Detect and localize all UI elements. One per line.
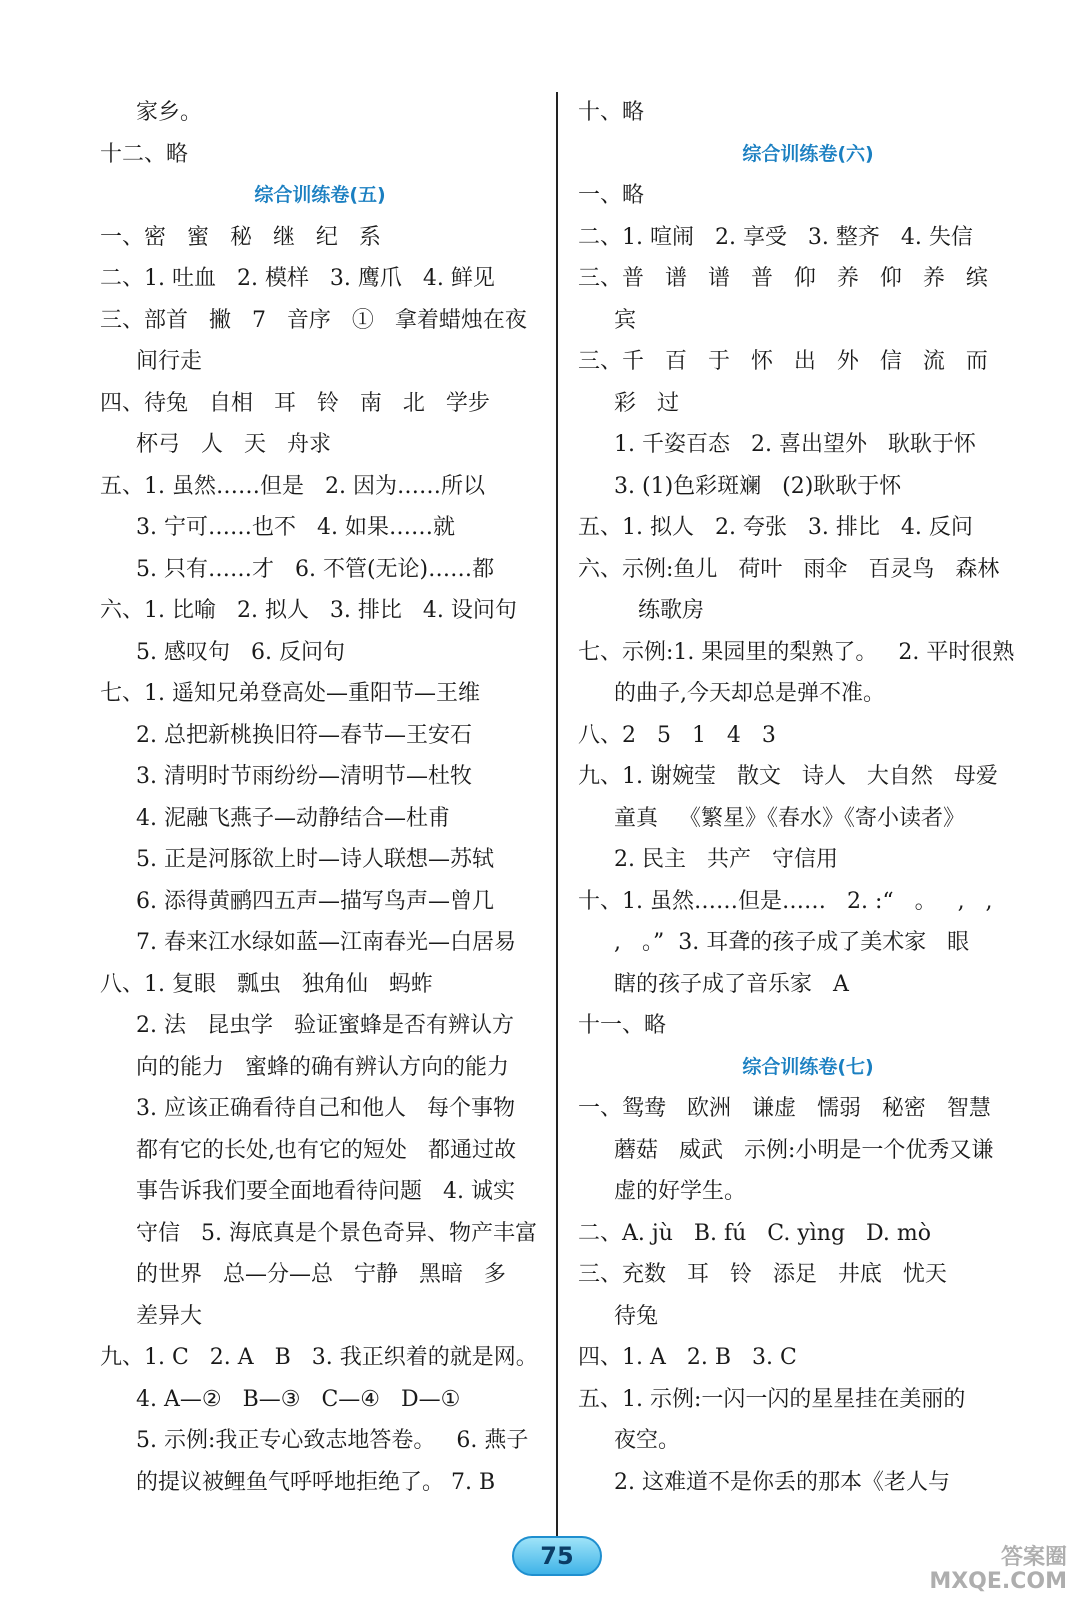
answer-line: 六、1. 比喻 2. 拟人 3. 排比 4. 设问句	[100, 598, 517, 623]
answer-line: 家乡。	[136, 100, 203, 125]
answer-line: 瞎的孩子成了音乐家 A	[614, 971, 849, 997]
answer-line: 4. A—② B—③ C—④ D—①	[136, 1386, 461, 1412]
answer-line: 九、1. C 2. A B 3. 我正织着的就是网。	[100, 1345, 538, 1370]
answer-line: 蘑菇 威武 示例:小明是一个优秀又谦	[614, 1137, 994, 1163]
answer-line: 一、鸳鸯 欧洲 谦虚 懦弱 秘密 智慧	[578, 1096, 991, 1121]
answer-line: 守信 5. 海底真是个景色奇异、物产丰富	[136, 1220, 537, 1246]
answer-line: 3. (1)色彩斑斓 (2)耿耿于怀	[614, 473, 902, 499]
answer-line: 杯弓 人 天 舟求	[136, 432, 331, 457]
answer-line: 的提议被鲤鱼气呼呼地拒绝了。 7. B	[136, 1469, 496, 1495]
answer-line: 2. 法 昆虫学 验证蜜蜂是否有辨认方	[136, 1013, 514, 1038]
answer-line: 八、1. 复眼 瓢虫 独角仙 蚂蚱	[100, 971, 433, 997]
answer-line: 向的能力 蜜蜂的确有辨认方向的能力	[136, 1054, 509, 1080]
answer-line: 八、2 5 1 4 3	[578, 722, 776, 748]
answer-line: 6. 添得黄鹂四五声—描写鸟声—曾几	[136, 888, 494, 914]
answer-line: 四、待兔 自相 耳 铃 南 北 学步	[100, 390, 490, 416]
page-number-badge	[512, 1536, 602, 1576]
answer-line: 彩 过	[614, 390, 679, 416]
answer-line: 十、1. 虽然……但是…… 2. :“ 。 , ,	[578, 888, 993, 914]
column-divider	[556, 92, 558, 1552]
watermark-line1: 答案圈	[1000, 1545, 1067, 1570]
answer-line: 间行走	[136, 349, 203, 374]
answer-line: 5. 正是河豚欲上时—诗人联想—苏轼	[136, 847, 494, 872]
answer-line: 十二、略	[100, 141, 189, 167]
answer-line: 7. 春来江水绿如蓝—江南春光—白居易	[136, 930, 516, 955]
answer-line: 3. 应该正确看待自己和他人 每个事物	[136, 1096, 515, 1121]
right-column	[578, 92, 1038, 1503]
answer-line: 宾	[614, 307, 637, 333]
answer-line: 三、部首 撇 7 音序 ① 拿着蜡烛在夜	[100, 307, 527, 333]
answer-line: , 。” 3. 耳聋的孩子成了美术家 眼	[614, 930, 970, 955]
answer-line: 七、示例:1. 果园里的梨熟了。 2. 平时很熟	[578, 639, 1015, 665]
answer-line: 二、1. 吐血 2. 模样 3. 鹰爪 4. 鲜见	[100, 266, 495, 291]
answer-line: 三、充数 耳 铃 添足 井底 忧天	[578, 1262, 947, 1287]
answer-line: 童真 《繁星》《春水》《寄小读者》	[614, 805, 965, 831]
left-column	[100, 92, 540, 1503]
answer-line: 夜空。	[614, 1428, 681, 1453]
answer-line: 一、密 蜜 秘 继 纪 系	[100, 224, 381, 250]
answer-line: 五、1. 拟人 2. 夸张 3. 排比 4. 反问	[578, 515, 973, 540]
answer-line: 四、1. A 2. B 3. C	[578, 1345, 797, 1370]
section-heading: 综合训练卷(五)	[254, 184, 386, 206]
answer-line: 十、略	[578, 100, 645, 125]
answer-line: 的世界 总—分—总 宁静 黑暗 多	[136, 1262, 506, 1287]
answer-line: 五、1. 虽然……但是 2. 因为……所以	[100, 473, 485, 499]
answer-line: 都有它的长处,也有它的短处 都通过故	[136, 1137, 516, 1163]
answer-line: 事告诉我们要全面地看待问题 4. 诚实	[136, 1179, 515, 1204]
answer-line: 三、普 谱 谱 普 仰 养 仰 养 缤	[578, 266, 988, 291]
answer-line: 三、千 百 于 怀 出 外 信 流 而	[578, 349, 988, 374]
answer-line: 5. 感叹句 6. 反问句	[136, 639, 345, 665]
page-number: 75	[540, 1542, 574, 1570]
answer-line: 二、1. 喧闹 2. 享受 3. 整齐 4. 失信	[578, 224, 973, 250]
watermark-line2: MXQE.COM	[929, 1569, 1067, 1594]
answer-line: 五、1. 示例:一闪一闪的星星挂在美丽的	[578, 1386, 966, 1412]
answer-line: 的曲子,今天却总是弹不准。	[614, 681, 885, 706]
answer-line: 待兔	[614, 1303, 659, 1329]
answer-line: 九、1. 谢婉莹 散文 诗人 大自然 母爱	[578, 764, 998, 789]
section-heading: 综合训练卷(七)	[742, 1055, 874, 1078]
answer-line: 3. 宁可……也不 4. 如果……就	[136, 515, 455, 540]
answer-line: 2. 民主 共产 守信用	[614, 847, 838, 872]
answer-line: 5. 只有……才 6. 不管(无论)……都	[136, 556, 495, 582]
answer-line: 十一、略	[578, 1013, 667, 1038]
answer-line: 5. 示例:我正专心致志地答卷。 6. 燕子	[136, 1428, 529, 1453]
section-heading: 综合训练卷(六)	[742, 142, 874, 165]
answer-line: 一、略	[578, 183, 645, 208]
watermark-logo	[929, 1546, 1067, 1594]
answer-line: 3. 清明时节雨纷纷—清明节—杜牧	[136, 764, 472, 789]
answer-line: 七、1. 遥知兄弟登高处—重阳节—王维	[100, 681, 480, 706]
answer-line: 六、示例:鱼儿 荷叶 雨伞 百灵鸟 森林	[578, 556, 1000, 582]
answer-line: 差异大	[136, 1303, 203, 1329]
answer-line: 1. 千姿百态 2. 喜出望外 耿耿于怀	[614, 432, 976, 457]
answer-line: 虚的好学生。	[614, 1179, 747, 1204]
answer-line: 4. 泥融飞燕子—动静结合—杜甫	[136, 805, 450, 831]
answer-line: 2. 这难道不是你丢的那本《老人与	[614, 1469, 950, 1495]
answer-line: 练歌房	[638, 598, 705, 623]
answer-line: 二、A. jù B. fú C. yìng D. mò	[578, 1220, 931, 1246]
answer-line: 2. 总把新桃换旧符—春节—王安石	[136, 722, 472, 748]
